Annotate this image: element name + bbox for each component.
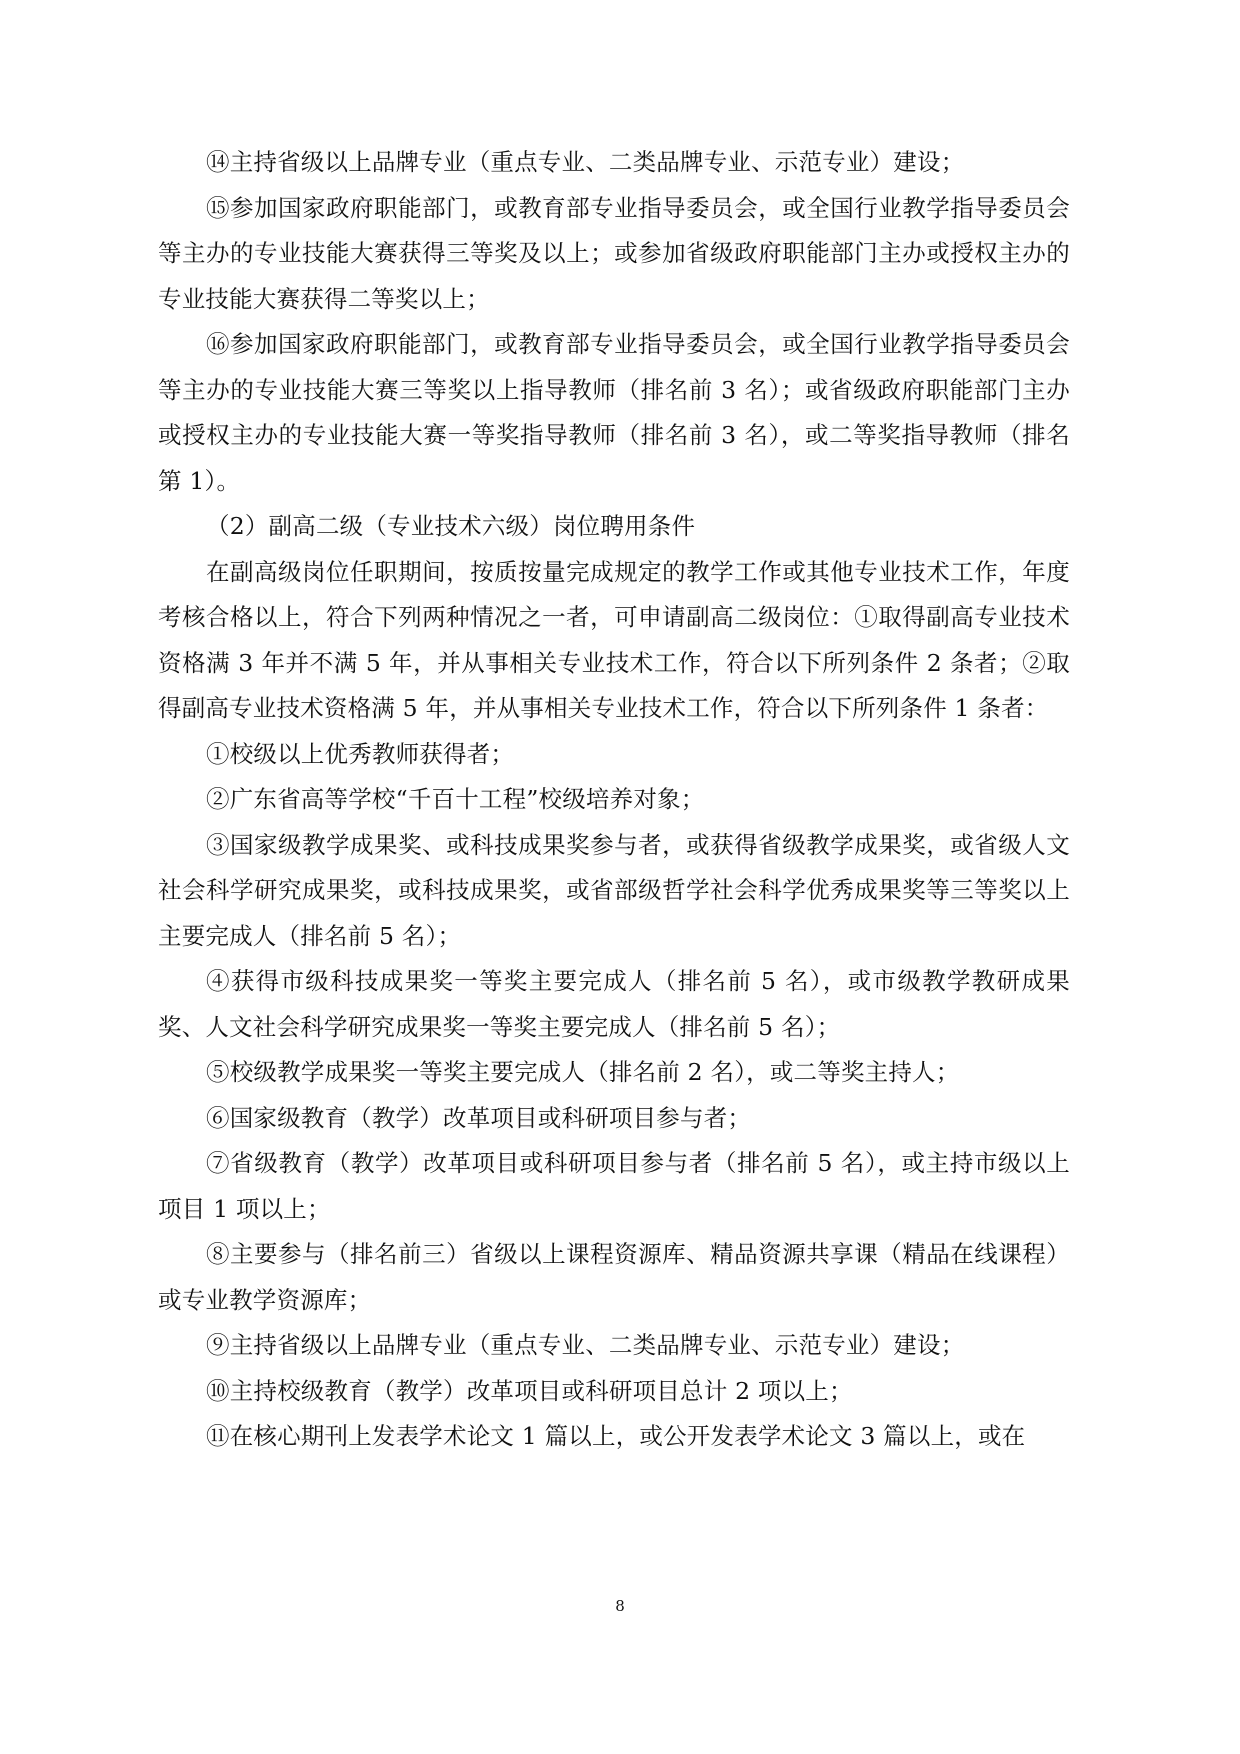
paragraph-item-16: ⑯参加国家政府职能部门，或教育部专业指导委员会，或全国行业教学指导委员会等主办的专业技能大赛三等奖以上指导教师（排名前 3 名）；或省级政府职能部门主办或授权主办的专业技能大赛一等奖指导教师（排名前 3 名），或二等奖指导教师（排名第 1）。 <box>158 330 1070 495</box>
condition-item-2: ②广东省高等学校“千百十工程”校级培养对象； <box>206 785 705 813</box>
condition-item-6: ⑥国家级教育（教学）改革项目或科研项目参与者； <box>206 1103 752 1132</box>
paragraph-item-14: ⑭主持省级以上品牌专业（重点专业、二类品牌专业、示范专业）建设； <box>206 148 965 176</box>
paragraph-item-15: ⑮参加国家政府职能部门，或教育部专业指导委员会，或全国行业教学指导委员会等主办的专业技能大赛获得三等奖及以上；或参加省级政府职能部门主办或授权主办的专业技能大赛获得二等奖以上； <box>158 193 1070 313</box>
document-body <box>158 140 1070 1460</box>
condition-item-8: ⑧主要参与（排名前三）省级以上课程资源库、精品资源共享课（精品在线课程）或专业教学资源库； <box>158 1240 1070 1314</box>
condition-item-1: ①校级以上优秀教师获得者； <box>206 739 515 768</box>
section-heading: （2）副高二级（专业技术六级）岗位聘用条件 <box>206 512 696 540</box>
condition-item-5: ⑤校级教学成果奖一等奖主要完成人（排名前 2 名），或二等奖主持人； <box>206 1058 960 1086</box>
condition-item-10: ⑩主持校级教育（教学）改革项目或科研项目总计 2 项以上； <box>206 1376 853 1405</box>
condition-item-9: ⑨主持省级以上品牌专业（重点专业、二类品牌专业、示范专业）建设； <box>206 1331 965 1359</box>
condition-item-7: ⑦省级教育（教学）改革项目或科研项目参与者（排名前 5 名），或主持市级以上项目 1 项以上； <box>158 1149 1070 1223</box>
condition-item-3: ③国家级教学成果奖、或科技成果奖参与者，或获得省级教学成果奖，或省级人文社会科学研究成果奖，或科技成果奖，或省部级哲学社会科学优秀成果奖等三等奖以上主要完成人（排名前 5 名）； <box>158 830 1070 950</box>
page-number: 8 <box>615 1597 625 1615</box>
condition-item-4: ④获得市级科技成果奖一等奖主要完成人（排名前 5 名），或市级教学教研成果奖、人文社会科学研究成果奖一等奖主要完成人（排名前 5 名）； <box>158 967 1070 1041</box>
intro-paragraph: 在副高级岗位任职期间，按质按量完成规定的教学工作或其他专业技术工作，年度考核合格以上，符合下列两种情况之一者，可申请副高二级岗位：①取得副高专业技术资格满 3 年并不满 5 年，并从事相关专业技术工作，符合以下所列条件 2 条者；②取得副高专业技术资格满 5 年，并从事相关专业技术工作，符合以下所列条件 1 条者： <box>158 557 1070 722</box>
condition-item-11: ⑪在核心期刊上发表学术论文 1 篇以上，或公开发表学术论文 3 篇以上，或在 <box>206 1422 1026 1450</box>
